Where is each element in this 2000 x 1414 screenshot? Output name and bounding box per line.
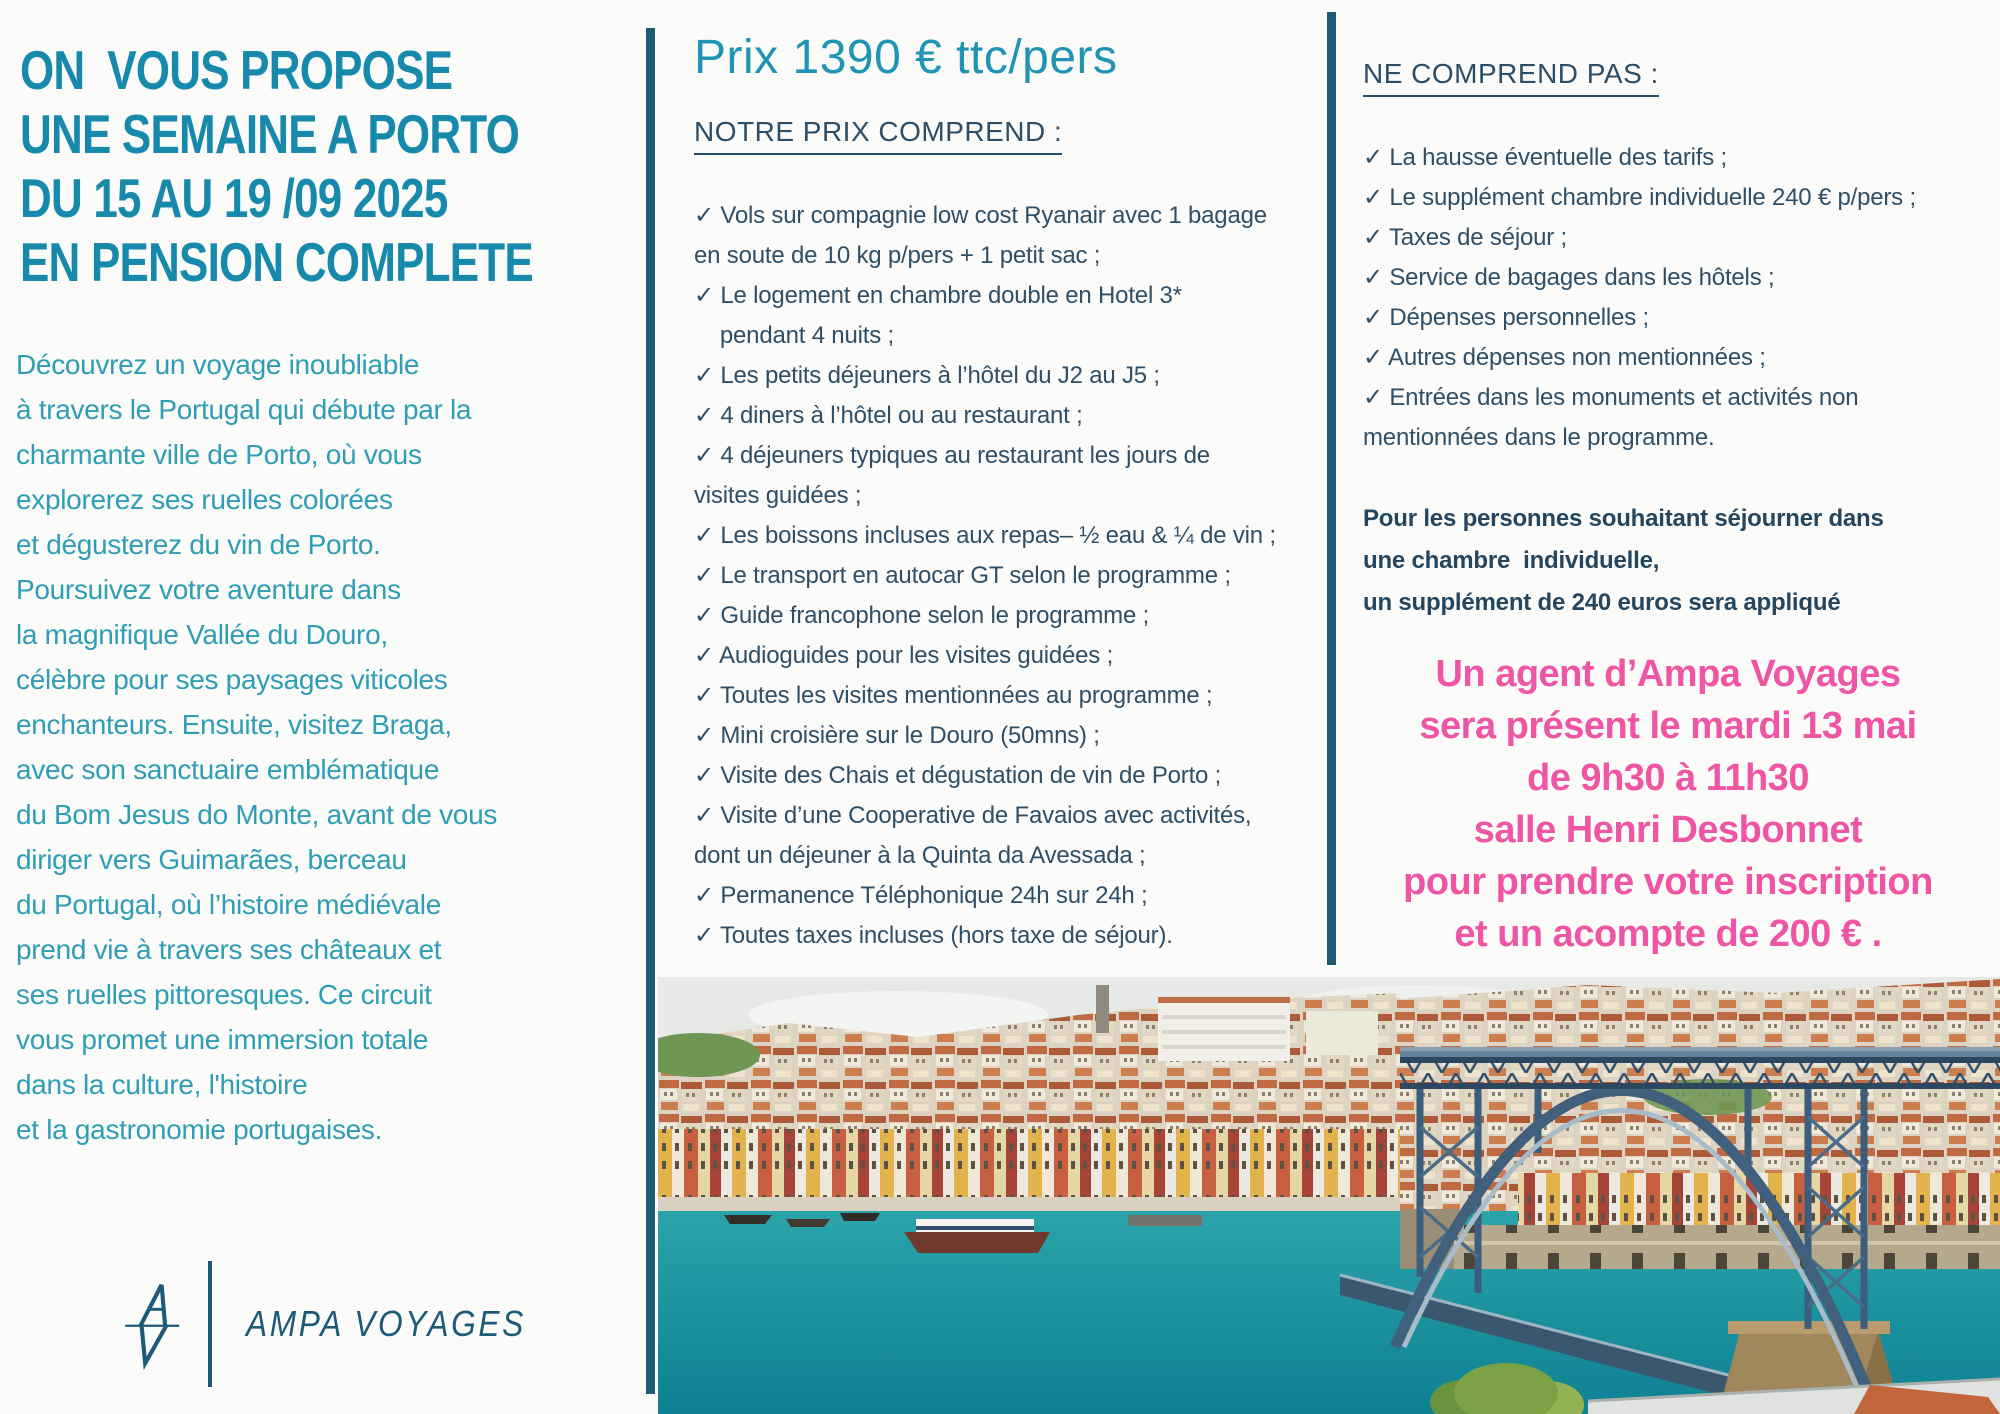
includes-list-line: ✓ Le logement en chambre double en Hotel 3* xyxy=(694,282,1182,309)
includes-list-line: pendant 4 nuits ; xyxy=(694,322,894,349)
intro-paragraph-line: prend vie à travers ses châteaux et xyxy=(16,934,442,965)
single-room-note-line: une chambre individuelle, xyxy=(1363,547,1660,574)
page-title-line: DU 15 AU 19 /09 2025 xyxy=(20,167,448,229)
intro-paragraph-line: vous promet une immersion totale xyxy=(16,1024,429,1055)
includes-list-line: ✓ Visite d’une Cooperative de Favaios avec activités, xyxy=(694,802,1252,829)
intro-paragraph-line: célèbre pour ses paysages viticoles xyxy=(16,664,448,695)
includes-list-line: ✓ Guide francophone selon le programme ; xyxy=(694,602,1150,629)
excludes-list-line: mentionnées dans le programme. xyxy=(1363,424,1715,451)
includes-list-line: ✓ Les petits déjeuners à l’hôtel du J2 au J5 ; xyxy=(694,362,1160,389)
agent-notice-line: de 9h30 à 11h30 xyxy=(1527,757,1809,799)
page-title-line: UNE SEMAINE A PORTO xyxy=(20,103,520,165)
includes-list-line: ✓ Audioguides pour les visites guidées ; xyxy=(694,642,1114,669)
intro-paragraph-line: et dégusterez du vin de Porto. xyxy=(16,529,381,560)
intro-paragraph-line: la magnifique Vallée du Douro, xyxy=(16,619,388,650)
intro-paragraph-line: du Bom Jesus do Monte, avant de vous xyxy=(16,799,498,830)
excludes-list-line: ✓ Entrées dans les monuments et activités non xyxy=(1363,384,1859,411)
agent-notice-line: salle Henri Desbonnet xyxy=(1473,809,1863,851)
logo-wordmark: AMPA VOYAGES xyxy=(245,1303,526,1344)
intro-paragraph-line: explorerez ses ruelles colorées xyxy=(16,484,393,515)
includes-list-line: ✓ Toutes les visites mentionnées au programme ; xyxy=(694,682,1213,709)
single-room-note-line: Pour les personnes souhaitant séjourner dans xyxy=(1363,505,1884,532)
agent-notice-line: pour prendre votre inscription xyxy=(1403,861,1933,903)
intro-paragraph-line: du Portugal, où l’histoire médiévale xyxy=(16,889,442,920)
excludes-list-line: ✓ La hausse éventuelle des tarifs ; xyxy=(1363,144,1727,171)
single-room-note-line: un supplément de 240 euros sera appliqué xyxy=(1363,589,1841,616)
excludes-list-line: ✓ Taxes de séjour ; xyxy=(1363,224,1567,251)
includes-list-line: ✓ Visite des Chais et dégustation de vin de Porto ; xyxy=(694,762,1222,789)
includes-list-line: ✓ Permanence Téléphonique 24h sur 24h ; xyxy=(694,882,1148,909)
intro-paragraph-line: diriger vers Guimarães, berceau xyxy=(16,844,407,875)
includes-list-line: ✓ Vols sur compagnie low cost Ryanair avec 1 bagage xyxy=(694,202,1267,229)
intro-paragraph-line: ses ruelles pittoresques. Ce circuit xyxy=(16,979,432,1010)
includes-list-line: ✓ Toutes taxes incluses (hors taxe de séjour). xyxy=(694,922,1173,949)
ampa-voyages-logo xyxy=(124,1246,564,1402)
includes-list-line: en soute de 10 kg p/pers + 1 petit sac ; xyxy=(694,242,1101,269)
intro-paragraph-line: et la gastronomie portugaises. xyxy=(16,1114,383,1145)
includes-heading: NOTRE PRIX COMPREND : xyxy=(694,116,1062,155)
includes-list xyxy=(694,196,1334,956)
agent-notice-line: sera présent le mardi 13 mai xyxy=(1419,705,1917,747)
page-title xyxy=(20,38,640,294)
single-room-note xyxy=(1363,498,1995,624)
agent-notice-line: Un agent d’Ampa Voyages xyxy=(1435,653,1901,695)
agent-notice-line: et un acompte de 200 € . xyxy=(1454,913,1882,955)
includes-list-line: ✓ Le transport en autocar GT selon le programme ; xyxy=(694,562,1231,589)
excludes-list-line: ✓ Dépenses personnelles ; xyxy=(1363,304,1649,331)
intro-paragraph-line: Découvrez un voyage inoubliable xyxy=(16,349,420,380)
ampa-voyages-logo-icon xyxy=(124,1249,180,1399)
includes-list-line: ✓ 4 diners à l’hôtel ou au restaurant ; xyxy=(694,402,1083,429)
excludes-heading-wrap xyxy=(1363,58,1659,97)
excludes-list-line: ✓ Service de bagages dans les hôtels ; xyxy=(1363,264,1775,291)
includes-list-line: ✓ Les boissons incluses aux repas– ½ eau & ¼ de vin ; xyxy=(694,522,1276,549)
includes-list-line: ✓ 4 déjeuners typiques au restaurant les jours de xyxy=(694,442,1210,469)
intro-paragraph-line: enchanteurs. Ensuite, visitez Braga, xyxy=(16,709,452,740)
includes-list-line: ✓ Mini croisière sur le Douro (50mns) ; xyxy=(694,722,1100,749)
page-title-line: ON VOUS PROPOSE xyxy=(20,39,453,101)
includes-list-line: visites guidées ; xyxy=(694,482,862,509)
intro-paragraph xyxy=(16,342,636,1152)
excludes-heading: NE COMPREND PAS : xyxy=(1363,58,1659,97)
price-title: Prix 1390 € ttc/pers xyxy=(694,31,1118,84)
intro-paragraph-line: charmante ville de Porto, où vous xyxy=(16,439,422,470)
excludes-list-line: ✓ Autres dépenses non mentionnées ; xyxy=(1363,344,1766,371)
intro-paragraph-line: avec son sanctuaire emblématique xyxy=(16,754,440,785)
includes-heading-wrap xyxy=(694,116,1062,155)
includes-list-line: dont un déjeuner à la Quinta da Avessada ; xyxy=(694,842,1146,869)
excludes-list xyxy=(1363,138,1995,458)
logo-divider xyxy=(208,1261,212,1387)
column-divider-left xyxy=(646,28,655,1394)
excludes-list-line: ✓ Le supplément chambre individuelle 240 € p/pers ; xyxy=(1363,184,1916,211)
page-title-line: EN PENSION COMPLETE xyxy=(20,231,533,293)
porto-photo xyxy=(658,977,2000,1414)
intro-paragraph-line: Poursuivez votre aventure dans xyxy=(16,574,401,605)
intro-paragraph-line: à travers le Portugal qui débute par la xyxy=(16,394,472,425)
intro-paragraph-line: dans la culture, l'histoire xyxy=(16,1069,308,1100)
agent-notice xyxy=(1336,648,2000,960)
